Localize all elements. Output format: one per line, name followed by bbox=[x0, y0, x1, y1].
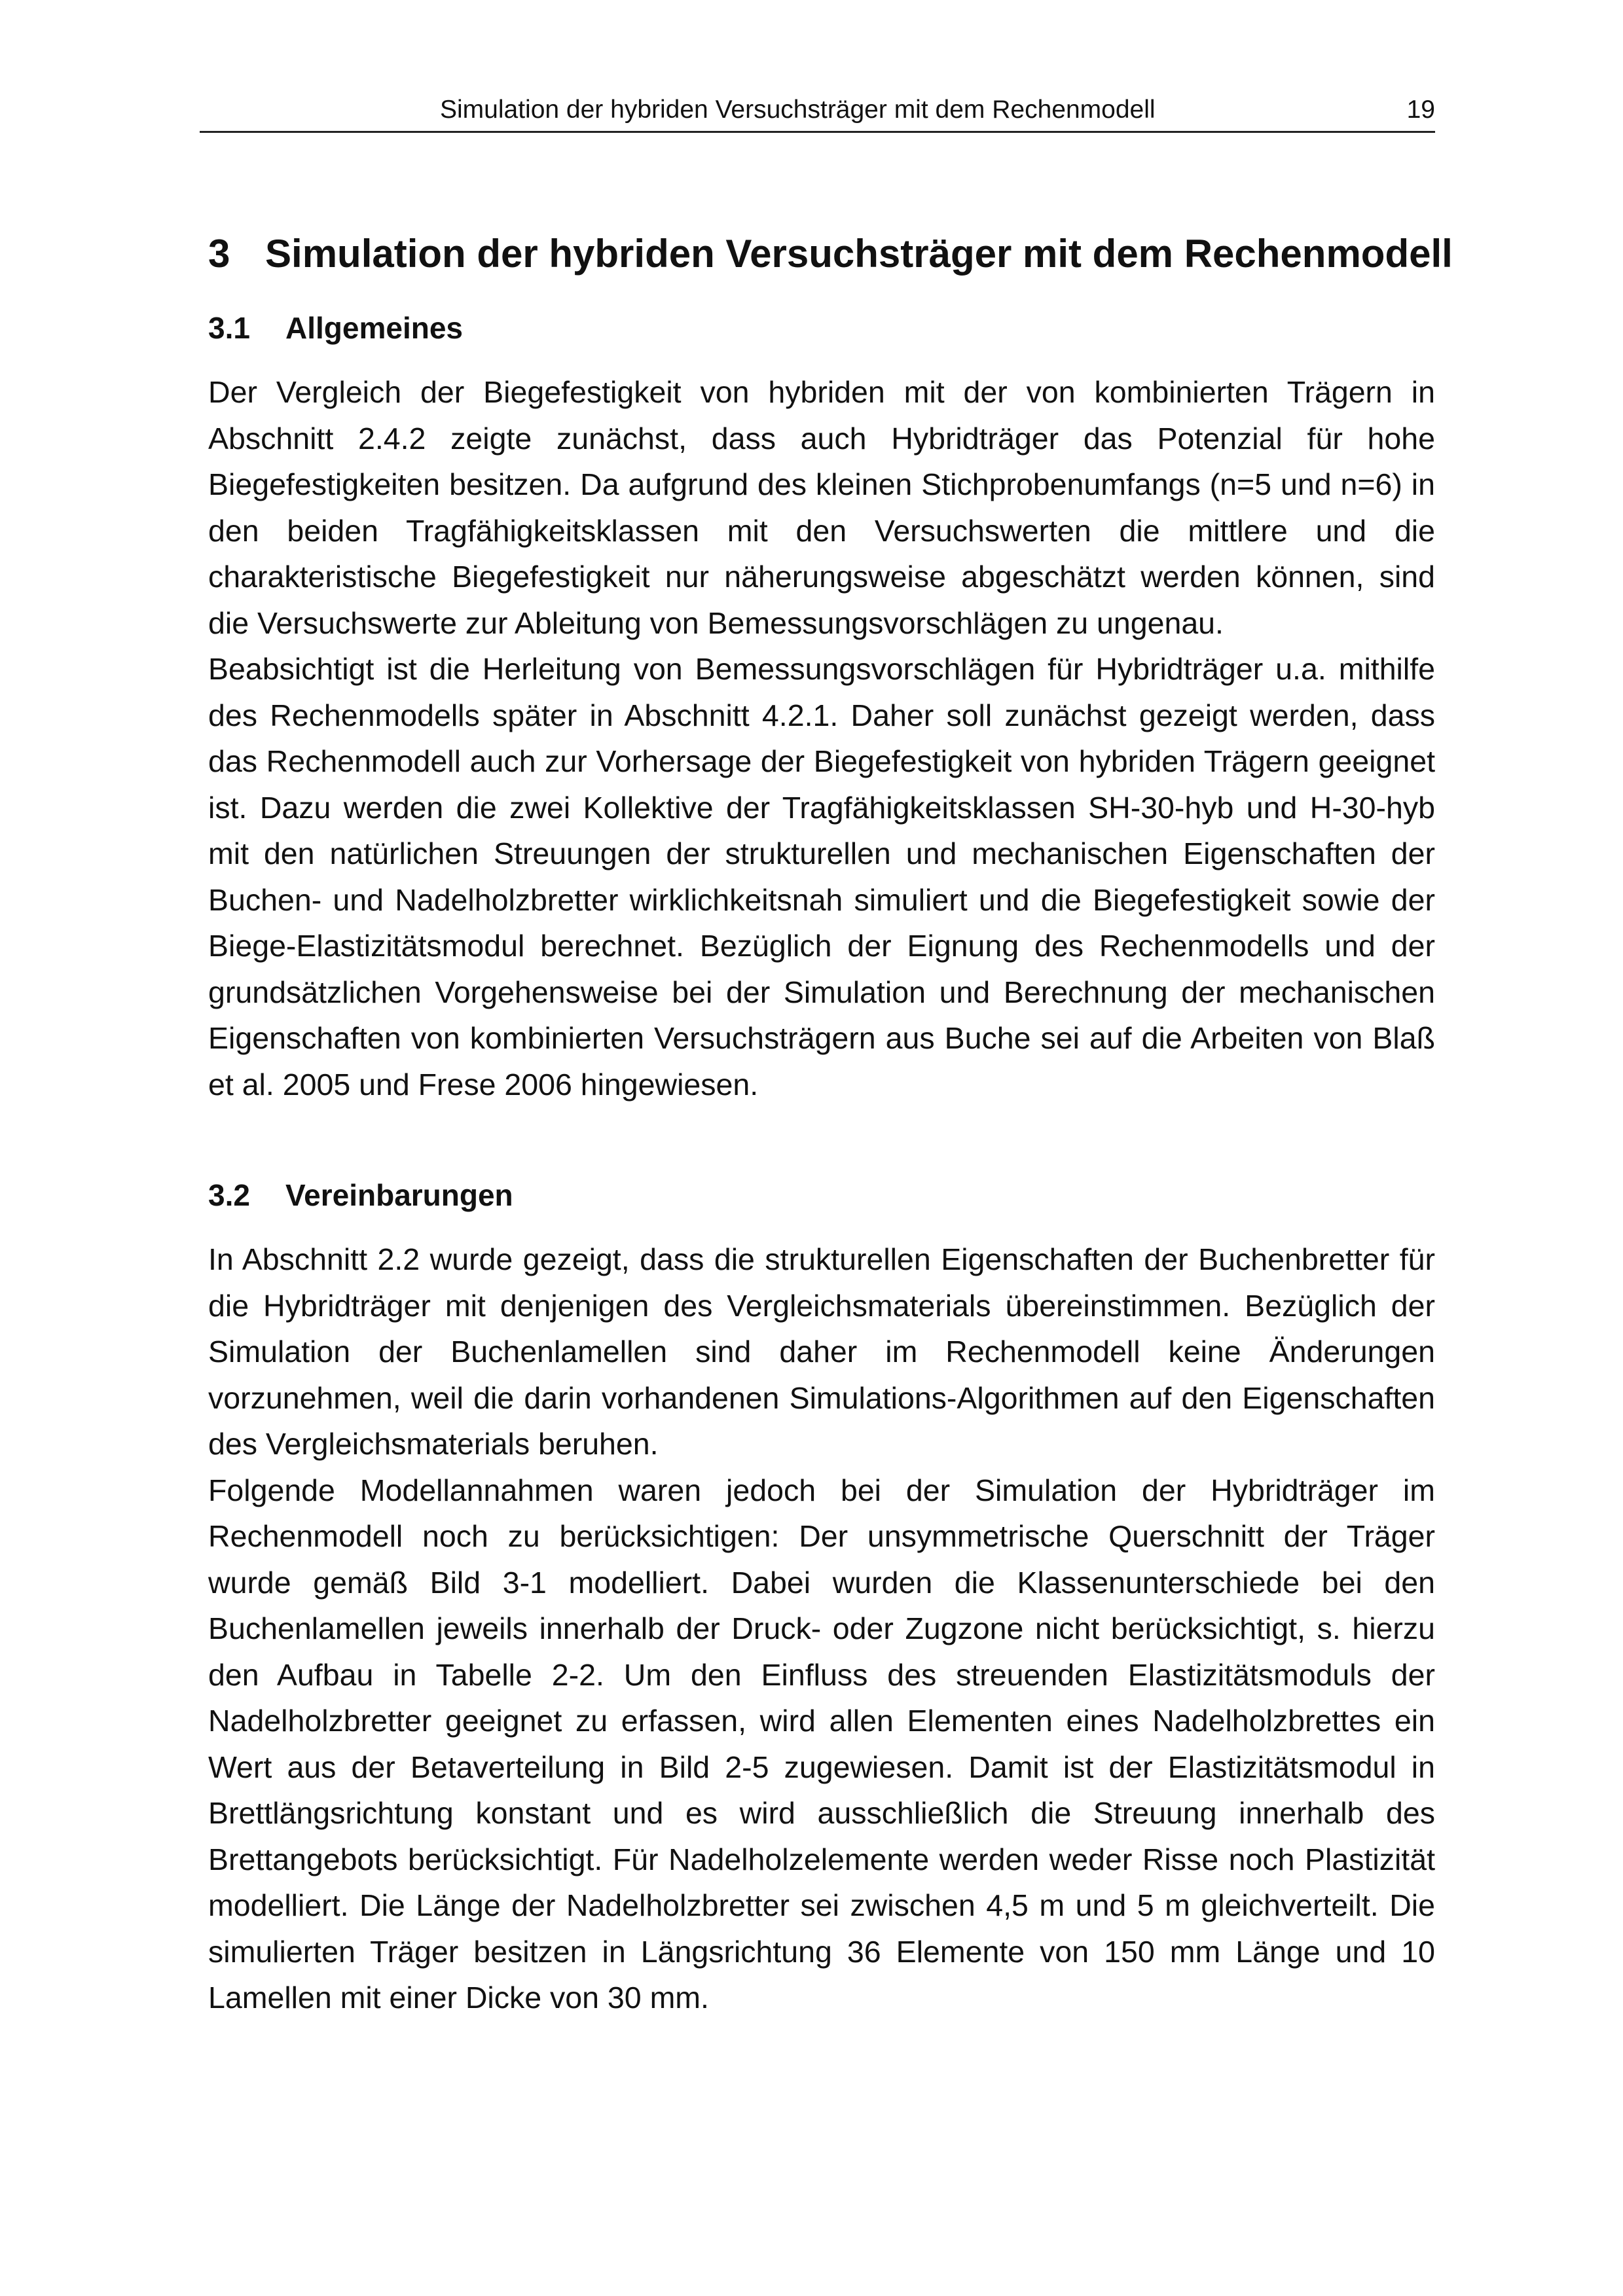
section-spacer bbox=[208, 1107, 1435, 1177]
section-number: 3.2 bbox=[208, 1178, 250, 1213]
section-allgemeines bbox=[208, 310, 1435, 1107]
page-content bbox=[208, 230, 1453, 2021]
section-title: Vereinbarungen bbox=[285, 1178, 513, 1213]
paragraph: Folgende Modellannahmen waren jedoch bei der Simulation der Hybridträger im Rechenmodell noch zu berücksichtigen: Der unsymmetrische Querschnitt der Träger wurde gemäß Bild 3-1 modelliert. Dabei wurden die Klassenunterschiede bei den Buchenlamellen jeweils innerhalb der Druck- oder Zugzone nicht berücksichtigt, s. hierzu den Aufbau in Tabelle 2-2. Um den Einfluss des streuenden Elastizitätsmoduls der Nadelholzbretter geeignet zu erfassen, wird allen Elementen eines Nadelholzbrettes ein Wert aus der Betaverteilung in Bild 2-5 zugewiesen. Damit ist der Elastizitätsmodul in Brettlängsrichtung konstant und es wird ausschließlich die Streuung innerhalb des Brettangebots berücksichtigt. Für Nadelholzelemente werden weder Risse noch Plastizität modelliert. Die Länge der Nadelholzbretter sei zwischen 4,5 m und 5 m gleichverteilt. Die simulierten Träger besitzen in Längsrichtung 36 Elemente von 150 mm Länge und 10 Lamellen mit einer Dicke von 30 mm. bbox=[208, 1473, 1435, 2015]
running-header bbox=[200, 90, 1435, 133]
chapter-title: Simulation der hybriden Versuchsträger mit dem Rechenmodell bbox=[265, 232, 1453, 276]
section-heading bbox=[208, 1177, 1435, 1213]
paragraph: Beabsichtigt ist die Herleitung von Bemessungsvorschlägen für Hybridträger u.a. mithilfe des Rechenmodells später in Abschnitt 4.2.1. Daher soll zunächst gezeigt werden, dass das Rechenmodell auch zur Vorhersage der Biegefestigkeit von hybriden Trägern geeignet ist. Dazu werden die zwei Kollektive der Tragfähigkeitsklassen SH-30-hyb und H-30-hyb mit den natürlichen Streuungen der strukturellen und mechanischen Eigenschaften der Buchen- und Nadelholzbretter wirklichkeitsnah simuliert und die Biegefestigkeit sowie der Biege-Elastizitätsmodul berechnet. Bezüglich der Eignung des Rechenmodells und der grundsätzlichen Vorgehensweise bei der Simulation und Berechnung der mechanischen Eigenschaften von kombinierten Versuchsträgern aus Buche sei auf die Arbeiten von Blaß et al. 2005 und Frese 2006 hingewiesen. bbox=[208, 652, 1435, 1102]
section-number: 3.1 bbox=[208, 311, 250, 345]
chapter-heading bbox=[208, 230, 1453, 278]
chapter-number: 3 bbox=[208, 232, 230, 276]
section-heading bbox=[208, 310, 1435, 346]
section-vereinbarungen bbox=[208, 1177, 1435, 2021]
paragraph: In Abschnitt 2.2 wurde gezeigt, dass die strukturellen Eigenschaften der Buchenbretter für die Hybridträger mit denjenigen des Vergleichsmaterials übereinstimmen. Bezüglich der Simulation der Buchenlamellen sind daher im Rechenmodell keine Änderungen vorzunehmen, weil die darin vorhandenen Simulations-Algorithmen auf den Eigenschaften des Vergleichsmaterials beruhen. bbox=[208, 1242, 1435, 1462]
section-title: Allgemeines bbox=[285, 311, 463, 345]
paragraph: Der Vergleich der Biegefestigkeit von hybriden mit der von kombinierten Trägern in Abschnitt 2.4.2 zeigte zunächst, dass auch Hybridträger das Potenzial für hohe Biegefestigkeiten besitzen. Da aufgrund des kleinen Stichprobenumfangs (n=5 und n=6) in den beiden Tragfähigkeitsklassen mit den Versuchswerten die mittlere und die charakteristische Biegefestigkeit nur näherungsweise abgeschätzt werden können, sind die Versuchswerte zur Ableitung von Bemessungsvorschlägen zu ungenau. bbox=[208, 375, 1435, 640]
running-header-title: Simulation der hybriden Versuchsträger mit dem Rechenmodell bbox=[440, 96, 1156, 124]
page-number: 19 bbox=[1406, 96, 1435, 124]
